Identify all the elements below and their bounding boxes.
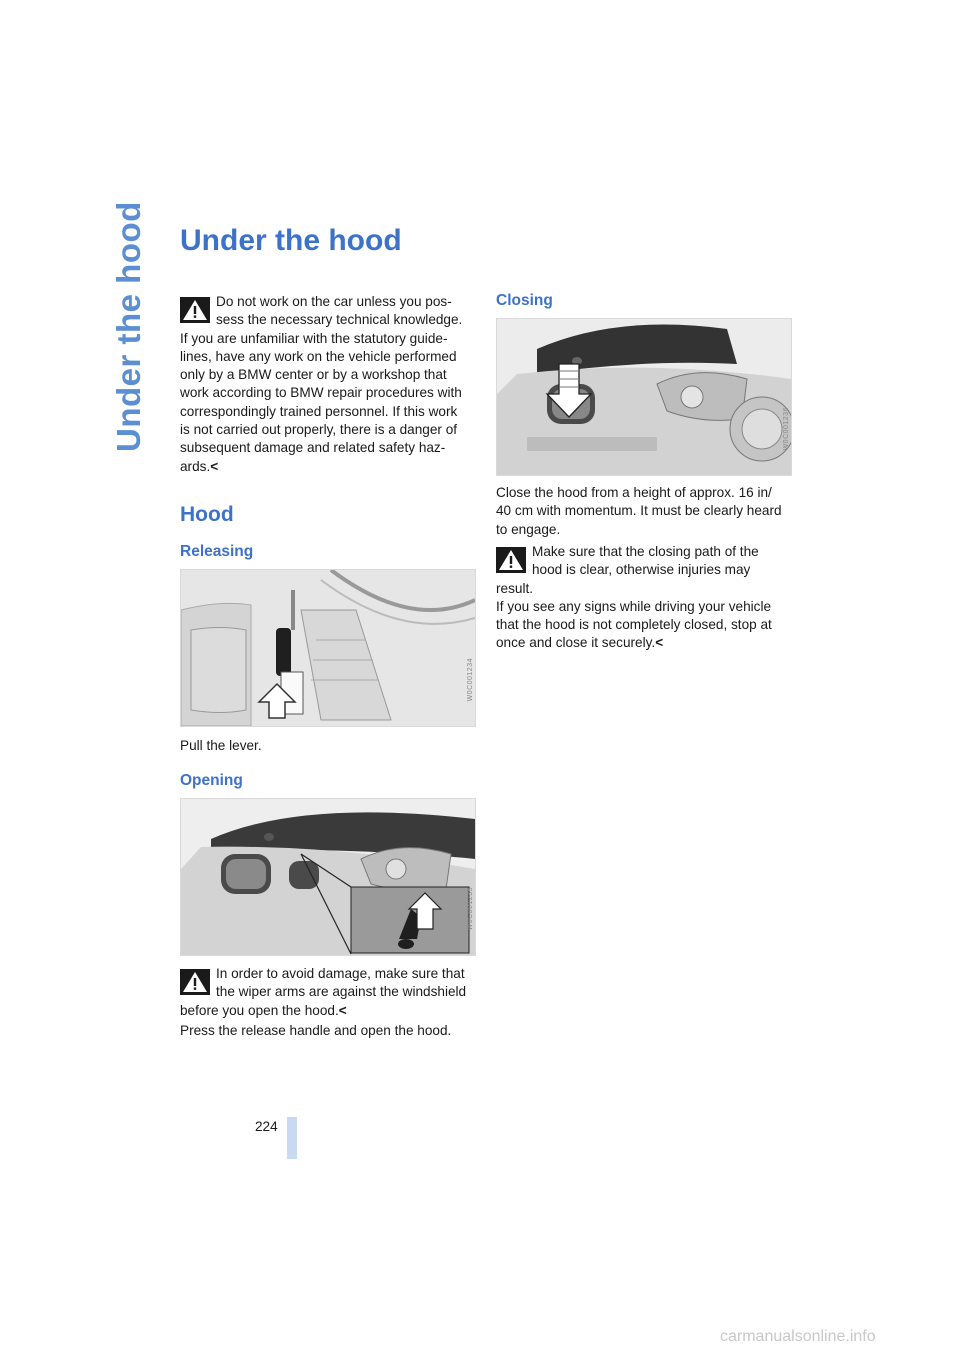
opening-warning-text: before you open the hood. xyxy=(180,1002,339,1018)
intro-warning-line2: sess the necessary technical knowledge. xyxy=(216,312,463,328)
subheading-opening: Opening xyxy=(180,772,243,789)
opening-warning-line1: In order to avoid damage, make sure that xyxy=(216,966,465,981)
releasing-figure xyxy=(180,569,476,727)
subheading-releasing: Releasing xyxy=(180,543,254,560)
opening-warning xyxy=(180,965,480,1020)
intro-warning-line1: Do not work on the car unless you pos- xyxy=(216,294,452,309)
closing-text: Close the hood from a height of approx. 16 in/ 40 cm with momentum. It must be clearly heard to engage. xyxy=(496,485,782,537)
releasing-caption: Pull the lever. xyxy=(180,738,262,753)
figure-code: W0C001234 xyxy=(467,658,474,702)
opening-figure xyxy=(180,798,476,956)
end-marker: < xyxy=(655,635,664,651)
hood-closing-illustration xyxy=(497,319,791,475)
intro-warning xyxy=(180,293,480,476)
end-marker: < xyxy=(210,458,219,474)
closing-figure xyxy=(496,318,792,476)
figure-code: W0C001236 xyxy=(783,407,790,451)
figure-code: W0C001235 xyxy=(467,887,474,931)
section-heading-hood: Hood xyxy=(180,503,234,526)
warning-icon xyxy=(180,969,210,995)
closing-warning-text: result. If you see any signs while driving your vehicle that the hood is not completely closed, stop at once and close it securely. xyxy=(496,580,772,651)
closing-warning xyxy=(496,543,796,653)
subheading-closing: Closing xyxy=(496,292,553,309)
warning-icon xyxy=(496,547,526,573)
page-number: 224 xyxy=(255,1119,278,1134)
end-marker: < xyxy=(338,1002,347,1018)
intro-warning-text: If you are unfamiliar with the statutory guide- lines, have any work on the vehicle performed only by a BMW center or by a workshop that work according to BMW repair procedures with correspondingly trained personnel. If this work is not carried out properly, there is a danger of subsequent damage and related safety haz- ards. xyxy=(180,330,462,474)
page-bar xyxy=(287,1117,297,1159)
closing-warning-line1: Make sure that the closing path of the xyxy=(532,544,759,559)
opening-warning-line2: the wiper arms are against the windshield xyxy=(216,984,467,1000)
warning-icon xyxy=(180,297,210,323)
page-title: Under the hood xyxy=(180,224,402,257)
hood-release-illustration xyxy=(181,799,475,955)
side-tab-chapter: Under the hood xyxy=(110,201,147,452)
watermark: carmanualsonline.info xyxy=(720,1328,876,1345)
opening-text: Press the release handle and open the hood. xyxy=(180,1023,452,1038)
lever-illustration xyxy=(181,570,475,726)
closing-warning-line2: hood is clear, otherwise injuries may xyxy=(532,562,751,578)
